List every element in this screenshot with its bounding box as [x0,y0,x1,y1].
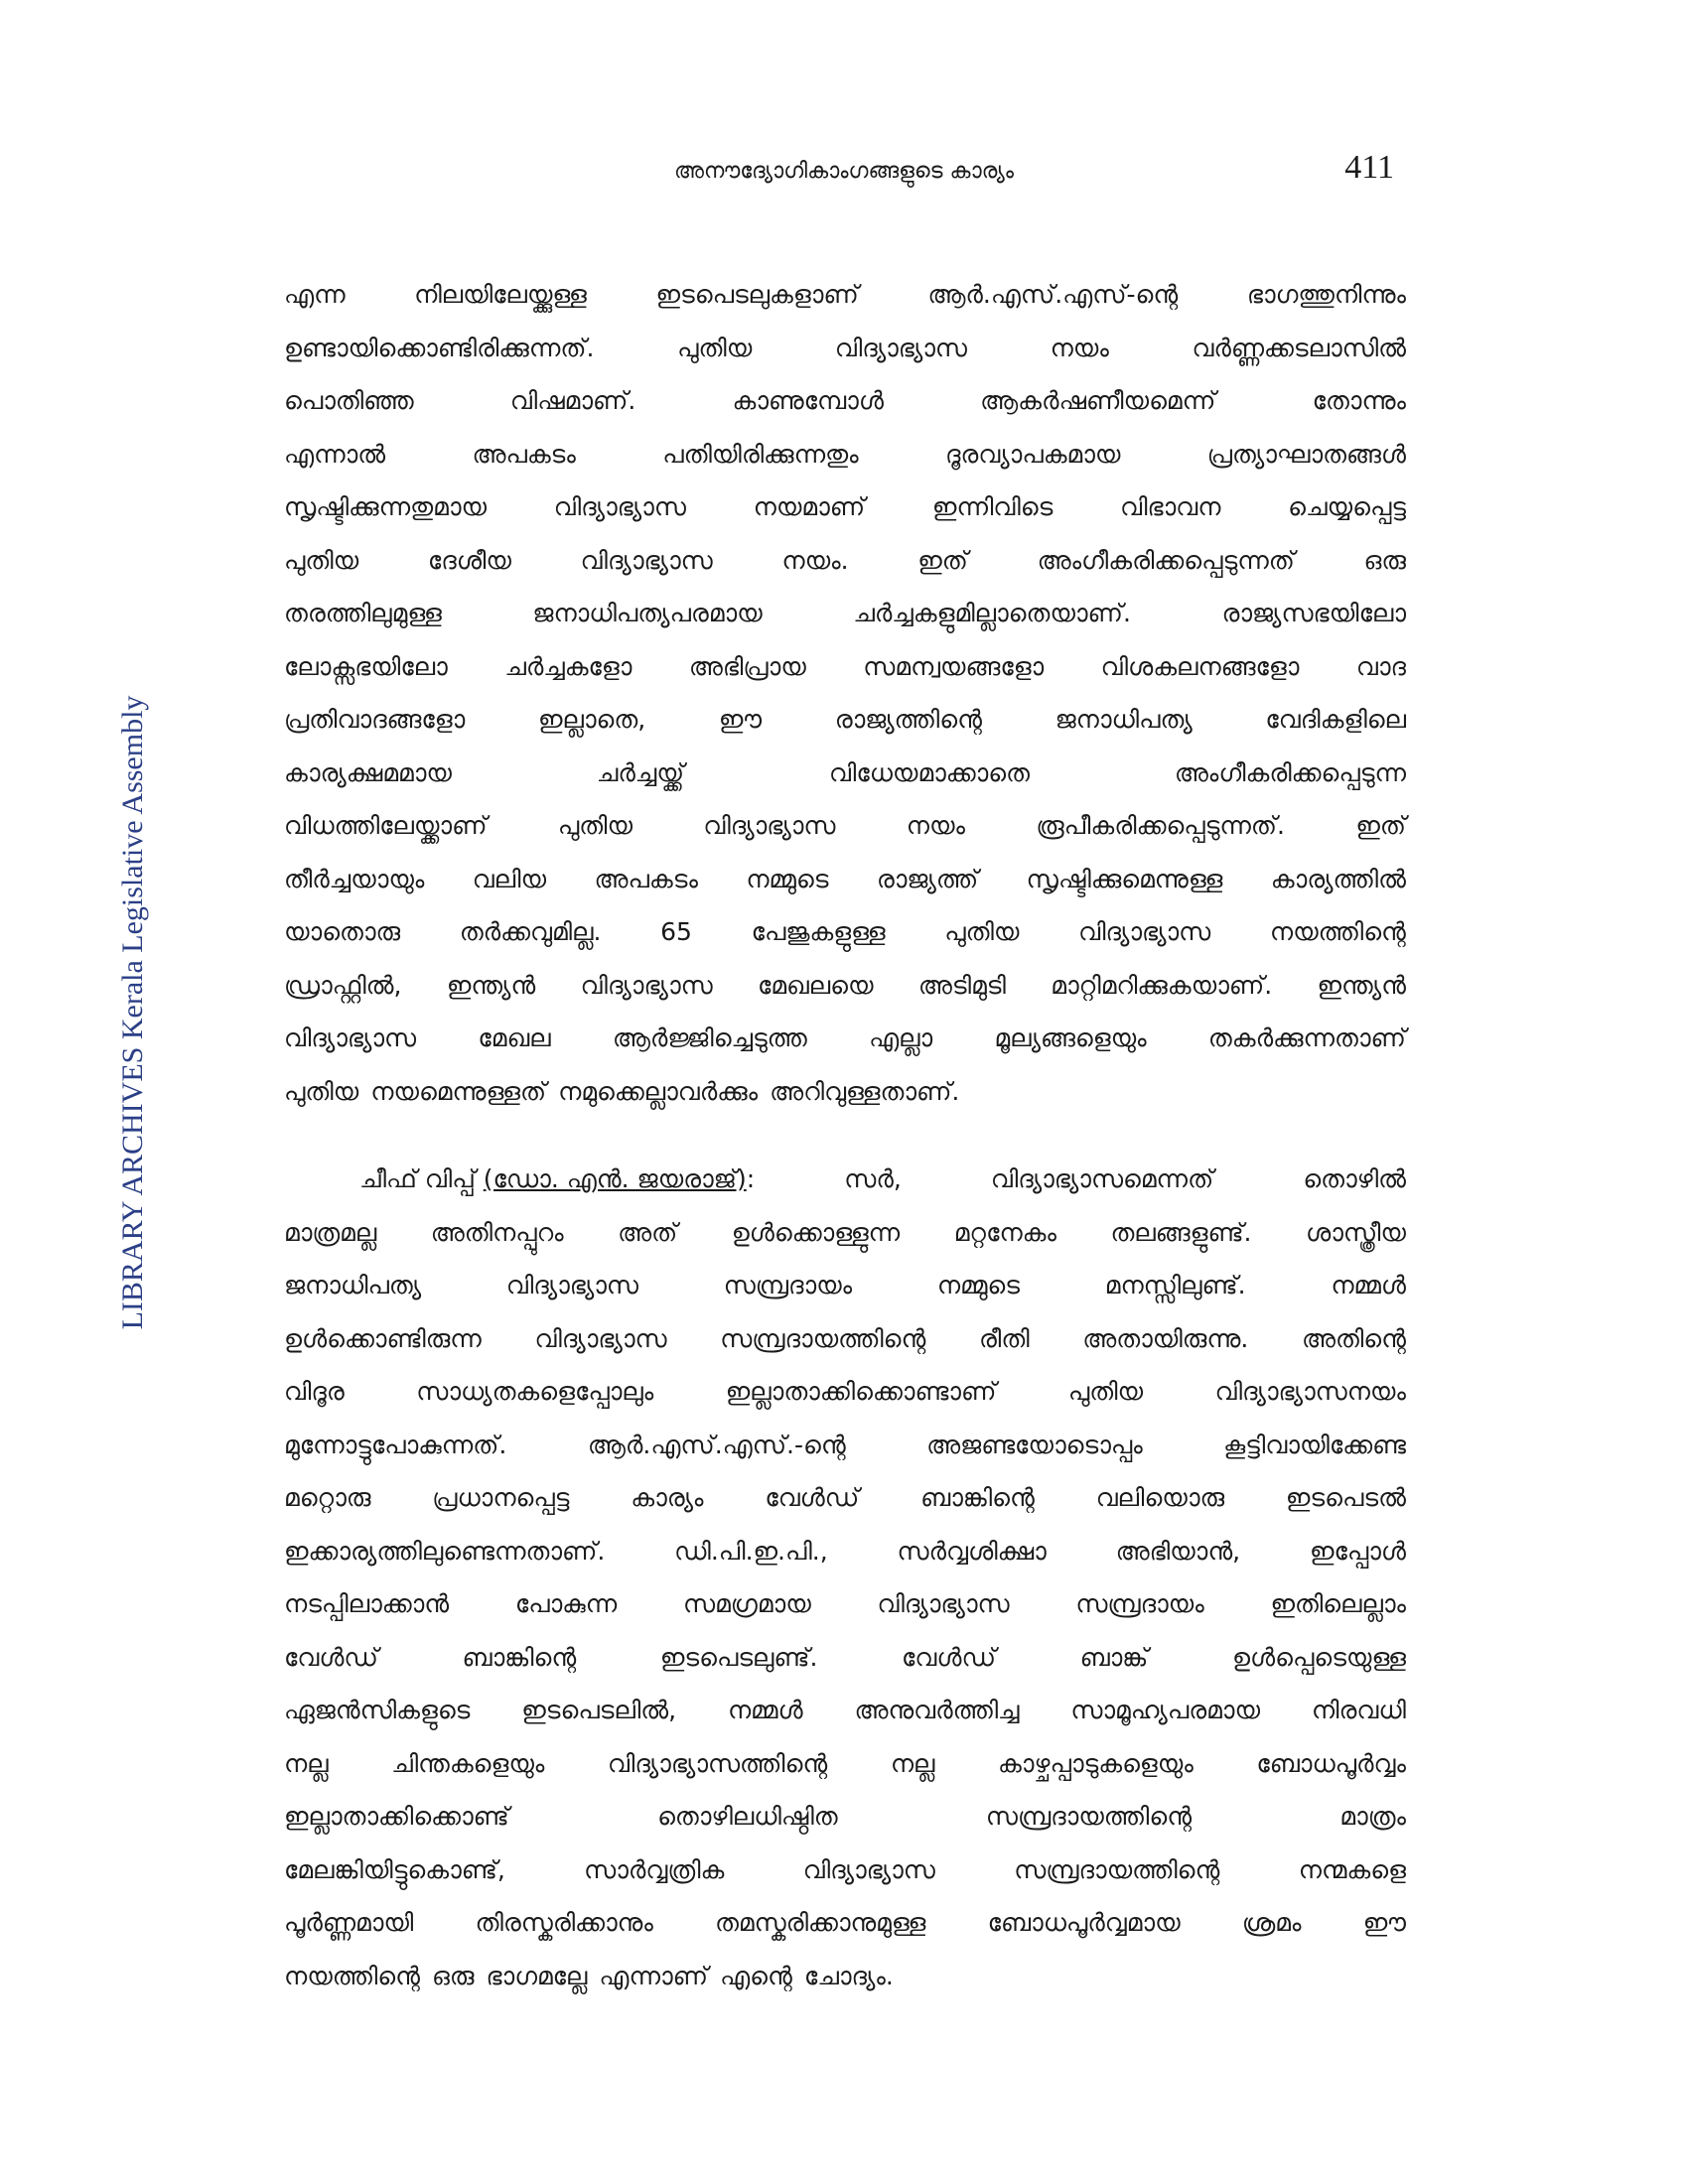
body-text [284,268,1406,2002]
word: സർവ്വശിക്ഷാ [897,1536,1047,1566]
word: വിദ്യാഭ്യാസ [284,1024,417,1052]
word: തൊഴിൽ [1303,1164,1406,1193]
word: അഭിയാൻ, [1115,1536,1241,1566]
speaker-name: (ഡോ. എൻ. ജയരാജ്) [483,1164,747,1193]
word: ബാങ്കിന്റെ [462,1642,577,1672]
word: നല്ല [284,1748,329,1778]
word: വിദ്യാഭ്യാസ [877,1589,1010,1618]
word: മാറ്റിമറിക്കുകയാണ്. [1051,970,1273,1000]
word: ഉൾക്കൊണ്ടിരുന്ന [284,1323,482,1353]
word: വേൾഡ് [765,1483,860,1512]
word: യാതൊരു [284,917,401,946]
word: നയമെന്നുള്ളത് [370,1076,547,1106]
word: ശാസ്ത്രീയ [1306,1217,1406,1247]
word: ഇല്ലാതെ, [537,705,646,734]
word: വിദ്യാഭ്യാസ [834,333,967,362]
word: വിഭാവന [1120,492,1221,521]
word: ബോധപൂർവ്വമായ [987,1908,1181,1937]
word: പൊതിഞ്ഞ [284,386,414,415]
word: സമ്പ്രദായത്തിന്റെ [985,1802,1193,1831]
word: ഇല്ലാതാക്കിക്കൊണ്ടാണ് [725,1377,997,1406]
word: ചോദ്യം. [803,1961,894,1990]
word: എന്നാണ് [599,1961,709,1990]
word: സർ, [844,1164,902,1193]
word: മറ്റൊരു [284,1483,371,1512]
word: അനുവർത്തിച്ച [854,1696,1020,1724]
word: സാർവ്വത്രിക [584,1854,725,1884]
word: ഡ്രാഫ്റ്റിൽ, [284,970,402,1000]
text-line [284,428,1406,481]
word: നയം [906,811,966,840]
word: സൃഷ്ടിക്കുമെന്നുള്ള [1026,864,1223,893]
word: ഉണ്ടായിക്കൊണ്ടിരിക്കുന്നത്. [284,333,595,362]
text-line [284,1950,1406,2003]
word: ദേശീയ [427,545,511,575]
word: വിധത്തിലേയ്ക്കാണ് [284,811,488,840]
paragraph-1 [284,268,1406,1118]
word: സമ്പ്രദായത്തിന്റെ [1014,1854,1220,1884]
word: നയം [1050,333,1109,362]
word: സമന്വയങ്ങളോ [863,651,1045,681]
text-line [284,1259,1406,1312]
word: നമ്മൾ [1331,1271,1406,1299]
word: വർണ്ണക്കടലാസിൽ [1192,333,1406,362]
text-line [284,905,1406,959]
word: സമഗ്രമായ [683,1589,811,1618]
word: നമുക്കെല്ലാവർക്കും [558,1076,759,1106]
word: വിദ്യാഭ്യാസമെന്നത് [990,1164,1214,1193]
word: 65 [660,917,692,946]
text-line [284,268,1406,322]
word: വിദ്യാഭ്യാസനയം [1214,1377,1406,1406]
word: ബാങ്ക് [1079,1642,1149,1672]
word: നമ്മുടെ [746,864,829,893]
word: വലിയ [472,864,547,893]
text-line [284,1684,1406,1737]
word: ജനാധിപത്യപരമായ [532,599,763,627]
text-line [284,1012,1406,1065]
text-line [284,1896,1406,1950]
word: ഈ [1362,1908,1406,1937]
word: തലങ്ങളുണ്ട്. [1110,1217,1252,1247]
word: ഇടപെടലിൽ, [521,1696,677,1724]
word: വിദ്യാഭ്യാസ [802,1854,935,1884]
word: എന്റെ [720,1961,792,1990]
word: മാത്രം [1339,1802,1406,1831]
word: അതിനപ്പുറം [430,1217,564,1247]
word: ചർച്ചകളോ [504,651,633,681]
word: വിദ്യാഭ്യാസ [1078,917,1211,946]
word: നിരവധി [1311,1696,1406,1724]
word: തീർച്ചയായും [284,864,425,893]
word: അതിന്റെ [1302,1323,1406,1353]
word: തമസ്കരിക്കാനുമുള്ള [715,1908,926,1937]
text-line [284,1065,1406,1119]
word: ഇത് [1355,811,1406,840]
word: വിദ്യാഭ്യാസ [580,545,713,575]
word: ഇപ്പോൾ [1309,1536,1406,1566]
word: പുതിയ [557,811,633,840]
word: ഒരു [1363,545,1406,575]
word: രൂപീകരിക്കപ്പെടുന്നത്. [1036,811,1285,840]
word: ഇല്ലാതാക്കിക്കൊണ്ട് [284,1802,509,1831]
word: പുതിയ [284,545,359,575]
word: ഭാഗത്തുനിന്നും [1246,280,1406,309]
text-line [284,1419,1406,1472]
text-line [284,587,1406,640]
word: ഇത് [917,545,968,575]
word: സൃഷ്ടിക്കുന്നതുമായ [284,492,488,521]
word: അജണ്ടയോടൊപ്പം [926,1430,1143,1459]
word: രാജ്യത്തിന്റെ [834,705,982,734]
text-line [284,799,1406,853]
word: അടിമുടി [917,970,1006,1000]
word: ബോധപൂർവ്വം [1256,1748,1406,1778]
word: വിദ്യാഭ്യാസ [703,811,836,840]
text-line [284,640,1406,694]
word: കൂട്ടിവായിക്കേണ്ട [1223,1430,1406,1459]
word: ആർജ്ജിച്ചെടുത്ത [612,1024,807,1052]
word: വിഷമാണ്. [509,386,636,415]
text-line [284,1365,1406,1419]
word: തർക്കവുമില്ല. [459,917,602,946]
word: തോന്നും [1312,386,1406,415]
page-number: 411 [1344,149,1394,186]
word: രാജ്യത്ത് [876,864,979,893]
word: രീതി [979,1323,1030,1353]
word: അംഗീകരിക്കപ്പെടുന്ന [1174,757,1406,787]
word: ഇന്ത്യൻ [1317,970,1406,1000]
word: നമ്മുടെ [936,1271,1021,1299]
word: മുന്നോട്ടുപോകുന്നത്. [284,1430,507,1459]
word: നിലയിലേയ്ക്കുള്ള [414,280,587,309]
word: മേലങ്കിയിട്ടുകൊണ്ട്, [284,1854,505,1884]
word: തൊഴിലധിഷ്ഠിത [657,1802,838,1831]
word: പ്രത്യാഘാതങ്ങൾ [1206,439,1406,469]
text-line [284,374,1406,428]
word: പേജുകളുള്ള [751,917,886,946]
word: പുതിയ [944,917,1020,946]
word: രാജ്യസഭയിലോ [1221,599,1406,627]
text-line [284,747,1406,800]
text-line [284,1312,1406,1366]
word: പുതിയ [1067,1377,1144,1406]
word: ഭാഗമല്ലേ [486,1961,588,1990]
word: വിദ്യാഭ്യാസ [534,1323,667,1353]
word: ജനാധിപത്യ [1055,705,1193,734]
word: ഇടപെടലുണ്ട്. [659,1642,818,1672]
word: വിദ്യാഭ്യാസത്തിന്റെ [607,1748,828,1778]
word: മേഖല [478,1024,551,1052]
word: സാധ്യതകളെപ്പോലും [416,1377,654,1406]
word: ഇന്നിവിടെ [931,492,1054,521]
word: പൂർണ്ണമായി [284,1908,414,1937]
word: ശ്രമം [1241,1908,1302,1937]
word: വിദ്യാഭ്യാസ [505,1271,638,1299]
word: സമ്പ്രദായത്തിന്റെ [720,1323,926,1353]
text-line [284,534,1406,588]
word: ആർ.എസ്.എസ്.-ന്റെ [587,1430,846,1459]
word: വേൾഡ് [284,1642,378,1672]
word: ആർ.എസ്.എസ്-ന്റെ [927,280,1179,309]
text-line [284,1790,1406,1843]
word: അഭിപ്രായ [688,651,806,681]
word: അപകടം [472,439,576,469]
word: വിശകലനങ്ങളോ [1100,651,1300,681]
text-line [284,959,1406,1013]
word: നയം. [781,545,849,575]
text-line [284,853,1406,906]
running-header: അനൗദ്യോഗികാംഗങ്ങളുടെ കാര്യം [674,159,1014,184]
word: അംഗീകരിക്കപ്പെടുന്നത് [1037,545,1295,575]
word: നല്ല [890,1748,935,1778]
word: പതിയിരിക്കുന്നതും [662,439,859,469]
word: ആകർഷണീയമെന്ന് [980,386,1216,415]
word: വേദികളിലെ [1265,705,1406,734]
speaker-title: ചീഫ് വിപ്പ് (ഡോ. എൻ. ജയരാജ്): [359,1164,756,1193]
word: ഇടപെടൽ [1285,1483,1406,1512]
word: കാഴ്ചപ്പാടുകളെയും [997,1748,1194,1778]
word: മൂല്യങ്ങളെയും [994,1024,1147,1052]
word: പോകുന്ന [514,1589,618,1618]
word: വാദ [1355,651,1406,681]
text-line [284,1471,1406,1525]
word: വിദൂര [284,1377,345,1406]
text-line [284,1577,1406,1631]
word: ഉൾപ്പെടെയുള്ള [1232,1642,1406,1672]
word: വിധേയമാക്കാതെ [828,757,1030,787]
word: കാര്യം [631,1483,704,1512]
word: എല്ലാ [869,1024,933,1052]
word: വലിയൊരു [1095,1483,1225,1512]
word: ഉൾക്കൊള്ളുന്ന [731,1217,901,1247]
word: നടപ്പിലാക്കാൻ [284,1589,450,1618]
word: നയത്തിന്റെ [284,1961,421,1990]
word: ചെയ്യപ്പെട്ട [1288,492,1406,521]
word: അപകടം [594,864,698,893]
word: ഇടപെടലുകളാണ് [655,280,859,309]
word: വിദ്യാഭ്യാസ [553,492,686,521]
word: കാര്യത്തിൽ [1270,864,1406,893]
word: നയത്തിന്റെ [1269,917,1406,946]
word: ജനാധിപത്യ [284,1271,422,1299]
word: അറിവുള്ളതാണ്. [770,1076,960,1106]
word: അത് [618,1217,678,1247]
word: മറ്റനേകം [953,1217,1056,1247]
word: ചർച്ചയ്ക്ക് [596,757,685,787]
word: മേഖലയെ [757,970,874,1000]
word: സാമൂഹ്യപരമായ [1070,1696,1261,1724]
word: സമ്പ്രദായം [1075,1589,1204,1618]
word: ലോക്സഭയിലോ [284,651,448,681]
word: വേൾഡ് [902,1642,996,1672]
word: ഒരു [432,1961,475,1990]
word: അതായിരുന്നു. [1082,1323,1249,1353]
word: ഡി.പി.ഇ.പി., [674,1536,828,1566]
word: ഇന്ത്യൻ [446,970,536,1000]
word: പ്രധാനപ്പെട്ട [432,1483,570,1512]
word: തരത്തിലുമുള്ള [284,599,442,627]
word: കാണുമ്പോൾ [732,386,884,415]
text-line [284,693,1406,747]
word: നമ്മൾ [727,1696,803,1724]
word: ബാങ്കിന്റെ [920,1483,1035,1512]
word: എന്നാൽ [284,439,386,469]
word: നന്മകളെ [1298,1854,1406,1884]
text-line [284,1206,1406,1260]
text-line [284,1525,1406,1578]
word: ഇക്കാര്യത്തിലുണ്ടെന്നതാണ്. [284,1536,606,1566]
word: തിരസ്കരിക്കാനും [475,1908,653,1937]
word: പുതിയ [677,333,753,362]
word: തകർക്കുന്നതാണ് [1207,1024,1406,1052]
word: ഈ [718,705,763,734]
archive-watermark: LIBRARY ARCHIVES Kerala Legislative Assembly [116,695,149,1330]
word: പുതിയ [284,1076,359,1106]
word: ഏജൻസികളുടെ [284,1696,471,1724]
text-line [284,480,1406,534]
word: ഇതിലെല്ലാം [1270,1589,1406,1618]
text-line [284,322,1406,375]
text-line [284,1631,1406,1685]
paragraph-2-first-line [284,1153,1406,1206]
word: വിദ്യാഭ്യാസ [580,970,713,1000]
word: പ്രതിവാദങ്ങളോ [284,705,466,734]
text-line [284,1737,1406,1791]
text-line [284,1843,1406,1897]
word: മാത്രമല്ല [284,1217,377,1247]
word: കാര്യക്ഷമമായ [284,757,452,787]
word: മനസ്സിലുണ്ട്. [1104,1271,1246,1299]
word: ചർച്ചകളുമില്ലാതെയാണ്. [853,599,1131,627]
word: സമ്പ്രദായം [723,1271,853,1299]
word: നയമാണ് [753,492,866,521]
word: ദൂരവ്യാപകമായ [944,439,1121,469]
word: ചിന്തകളെയും [391,1748,545,1778]
paragraph-2 [284,1153,1406,2002]
word: എന്ന [284,280,346,309]
